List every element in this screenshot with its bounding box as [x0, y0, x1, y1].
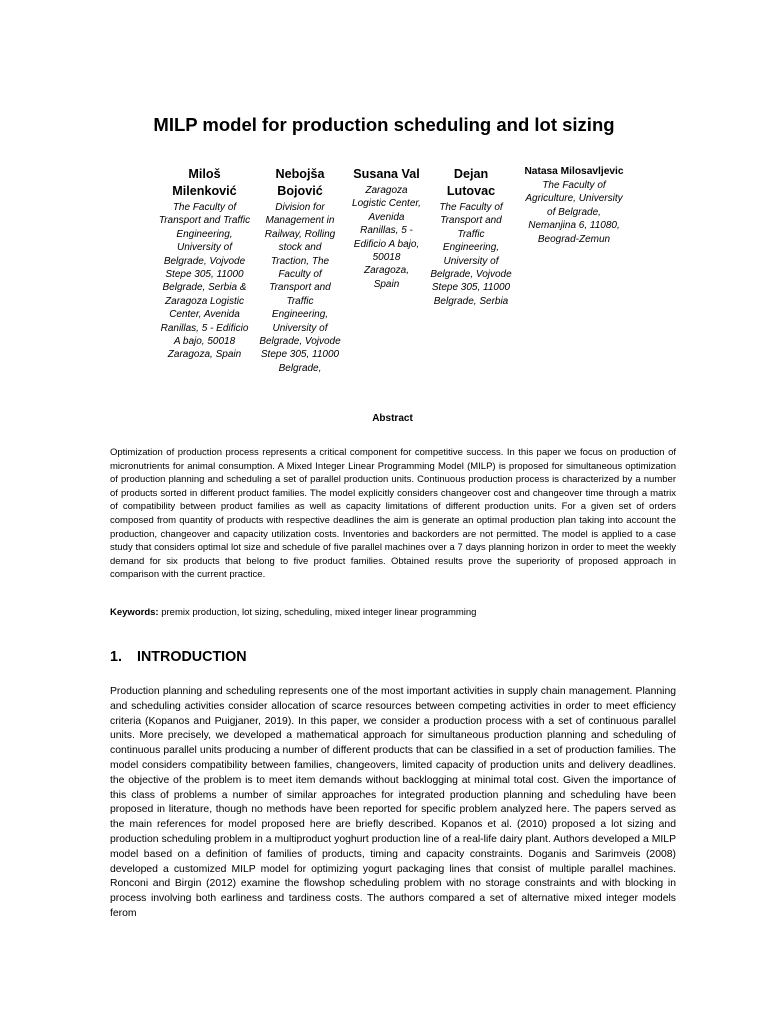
author-name: Miloš Milenković — [172, 167, 237, 198]
paper-title: MILP model for production scheduling and lot sizing — [153, 114, 615, 135]
author-2 — [259, 166, 341, 375]
author-5 — [518, 165, 630, 246]
author-affiliation: The Faculty of Transport and Traffic Engineering, University of Belgrade, Vojvode Stepe 305, 11000 Belgrade, Serbia & Zaragoza Logistic Center, Avenida Ranillas, 5 - Edificio A bajo, 50018 Zaragoza, Spain — [158, 202, 251, 361]
section-title: INTRODUCTION — [137, 649, 247, 665]
author-affiliation: The Faculty of Transport and Traffic Engineering, University of Belgrade, Vojvode Stepe 305, 11000 Belgrade, Serbia — [430, 202, 512, 307]
author-affiliation: Zaragoza Logistic Center, Avenida Ranillas, 5 - Edificio A bajo, 50018 Zaragoza, Spain — [352, 185, 421, 290]
author-affiliation: The Faculty of Agriculture, University of Belgrade, Nemanjina 6, 11080, Beograd-Zemun — [525, 180, 623, 245]
section-heading — [110, 649, 247, 665]
abstract-heading: Abstract — [372, 413, 413, 424]
author-name: Natasa Milosavljevic — [524, 166, 624, 177]
author-4 — [430, 166, 512, 308]
author-name: Dejan Lutovac — [446, 167, 496, 198]
keywords-line — [110, 607, 676, 618]
author-name: Susana Val — [353, 167, 420, 181]
author-affiliation: Division for Management in Railway, Rolling stock and Traction, The Faculty of Transport and Traffic Engineering, University of Belgrade, Vojvode Stepe 305, 11000 Belgrade, — [259, 202, 341, 374]
author-3 — [351, 166, 422, 291]
author-name: Nebojša Bojović — [275, 167, 325, 198]
introduction-text: Production planning and scheduling represents one of the most important activities in supply chain management. Planning and scheduling activities consider allocation of scarce resources between competing activities in order to meet efficiency criteria (Kopanos and Puigjaner, 2019). In this paper, we consider a production process with a set of continuous parallel units. More precisely, we developed a mathematical approach for simultaneous production planning and scheduling of continuous parallel units producing a number of different products that can be classified in a set of production families. The model considers compatibility between families, changeovers, limited capacity of production units and delivery deadlines. the objective of the problem is to meet item demands without backlogging at minimal total cost. Given the importance of this class of problems a number of similar approaches for integrated production planning and scheduling have been proposed in literature, though no methods have been reported for specific problem analyzed here. The papers served as the main references for model proposed here are briefly described. Kopanos et al. (2010) proposed a lot sizing and production scheduling problem in a multiproduct yoghurt production line of a real-life dairy plant. Authors developed a MILP model based on a definition of families of products, timing and capacity constraints. Doganis and Sarimveis (2008) developed a customized MILP model for optimizing yogurt packaging lines that consist of multiple parallel machines. Ronconi and Birgin (2012) examine the flowshop scheduling problem with no storage constraints and with blocking in process involving both earliness and tardiness costs. The authors compared a set of alternative mixed integer models ferom — [110, 686, 676, 919]
keywords-label: Keywords: — [110, 607, 159, 618]
section-number: 1. — [110, 649, 122, 665]
abstract-text: Optimization of production process represents a critical component for competitive success. In this paper we focus on production of micronutrients for animal consumption. A Mixed Integer Linear Programming Model (MILP) is proposed for simultaneous optimization of production planning and scheduling a set of parallel production units. Continuous production process is characterized by a number of products sorted in different product families. The model explicitly considers changeover cost and changeover time through a matrix of compatibility between product families as well as capacity limitations of different production units. For a given set of orders composed from quantity of products with respective deadlines the aim is generate an optimal production plan taking into account the production, changeover and capacity utilization costs. Inventories and backorders are not permitted. The model is applied to a case study that considers optimal lot size and schedule of five parallel machines over a 7 days planning horizon in order to meet the weekly demand for six products that belong to five product families. Obtained results prove the superiority of proposed approach in comparison with the current practice. — [110, 447, 676, 581]
author-1 — [158, 166, 251, 362]
keywords-text: premix production, lot sizing, scheduling, mixed integer linear programming — [158, 607, 477, 618]
